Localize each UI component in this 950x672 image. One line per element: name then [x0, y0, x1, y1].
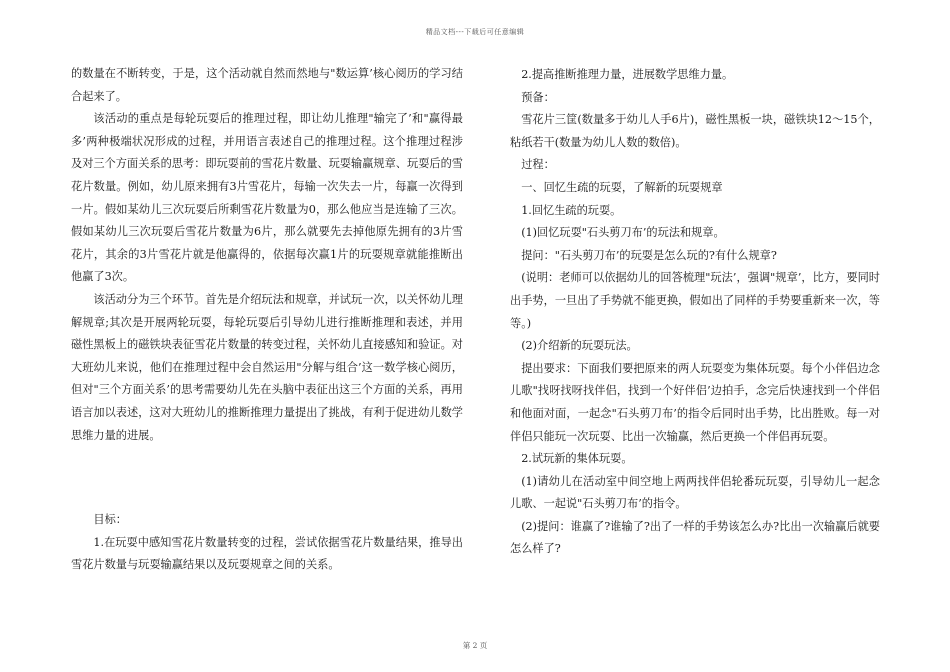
- goals-heading: 目标：: [93, 513, 127, 527]
- step-1-2: (2)介绍新的玩耍玩法。: [521, 339, 638, 353]
- step-2-2: (2)提问：谁赢了?谁输了?出了一样的手势该怎么办?比出一次输赢后就要怎么样了?: [510, 519, 880, 556]
- step-1-1: (1)回忆玩耍"石头剪刀布’的玩法和规章。: [521, 226, 725, 240]
- paragraph-focus: 该活动的重点是每轮玩耍后的推理过程，即让幼儿推理"输完了’和"赢得最多’两种极端状况形成的过程，并用语言表述自己的推理过程。这个推理过程涉及对三个方面关系的思考：即玩耍前的雪花片数量、玩耍输赢规章、玩耍后的雪花片数量。例如，幼儿原来拥有3片雪花片，每输一次失去一片，每赢一次得到一片。假如某幼儿三次玩耍后所剩雪花片数量为0，那么他应当是连输了三次。假如某幼儿三次玩耍后雪花片数量为6片，那么就要先去掉他原先拥有的3片雪花片，其余的3片雪花片就是他赢得的，依据每次赢1片的玩耍规章就能推断出他赢了3次。: [71, 112, 463, 284]
- page-number: 第 2 页: [462, 641, 488, 650]
- step-2: 2.试玩新的集体玩耍。: [521, 452, 633, 466]
- left-column: [71, 64, 463, 577]
- goal-item-2: 2.提高推断推理力量，进展数学思维力量。: [521, 68, 734, 81]
- page-header: 精品文档---下载后可任意编辑: [425, 28, 525, 36]
- step-1: 1.回忆生疏的玩耍。: [521, 203, 622, 217]
- preparation-heading: 预备：: [521, 90, 555, 104]
- step-2-1: (1)请幼儿在活动室中间空地上两两找伴侣轮番玩玩耍，引导幼儿一起念儿歌、一起说"石头剪刀布’的指令。: [510, 474, 880, 511]
- note-1: (说明：老师可以依据幼儿的回答梳理"玩法’，强调"规章’，比方，要同时出手势，一旦出了手势就不能更换，假如出了同样的手势要重新来一次，等等。): [510, 271, 880, 330]
- paragraph-continuation: 的数量在不断转变，于是，这个活动就自然而然地与"数运算’核心阅历的学习结合起来了。: [71, 67, 463, 103]
- paragraph-stages: 该活动分为三个环节。首先是介绍玩法和规章，并试玩一次，以关怀幼儿理解规章;其次是开展两轮玩耍，每轮玩耍后引导幼儿进行推断推理和表述，并用磁性黑板上的磁铁块表征雪花片数量的转变过程，关怀幼儿直接感知和验证。对大班幼儿来说，他们在推理过程中会自然运用"分解与组合’这一数学核心阅历，但对"三个方面关系’的思考需要幼儿先在头脑中表征出这三个方面的关系，再用语言加以表述，这对大班幼儿的推断推理力量提出了挑战，有利于促进幼儿数学思维力量的进展。: [71, 292, 463, 442]
- question-1: 提问："石头剪刀布’的玩耍是怎么玩的?有什么规章?: [521, 248, 777, 262]
- section-1-heading: 一、回忆生疏的玩耍，了解新的玩耍规章: [521, 180, 723, 194]
- requirement-text: 提出要求：下面我们要把原来的两人玩耍变为集体玩耍。每个小伴侣边念儿歌"找呀找呀找伴侣，找到一个好伴侣’边拍手，念完后快速找到一个伴侣和他面对面，一起念"石头剪刀布’的指令后同时出手势，比出胜败。每一对伴侣只能玩一次玩耍、比出一次输赢，然后更换一个伴侣再玩耍。: [510, 361, 880, 443]
- process-heading: 过程：: [521, 158, 555, 172]
- goal-item-1: 1.在玩耍中感知雪花片数量转变的过程，尝试依据雪花片数量结果，推导出雪花片数量与玩耍输赢结果以及玩耍规章之间的关系。: [71, 535, 463, 572]
- preparation-text: 雪花片三筐(数量多于幼儿人手6片)，磁性黑板一块，磁铁块12～15个，粘纸若干(数量为幼儿人数的数倍)。: [510, 113, 880, 149]
- right-column: [510, 64, 880, 561]
